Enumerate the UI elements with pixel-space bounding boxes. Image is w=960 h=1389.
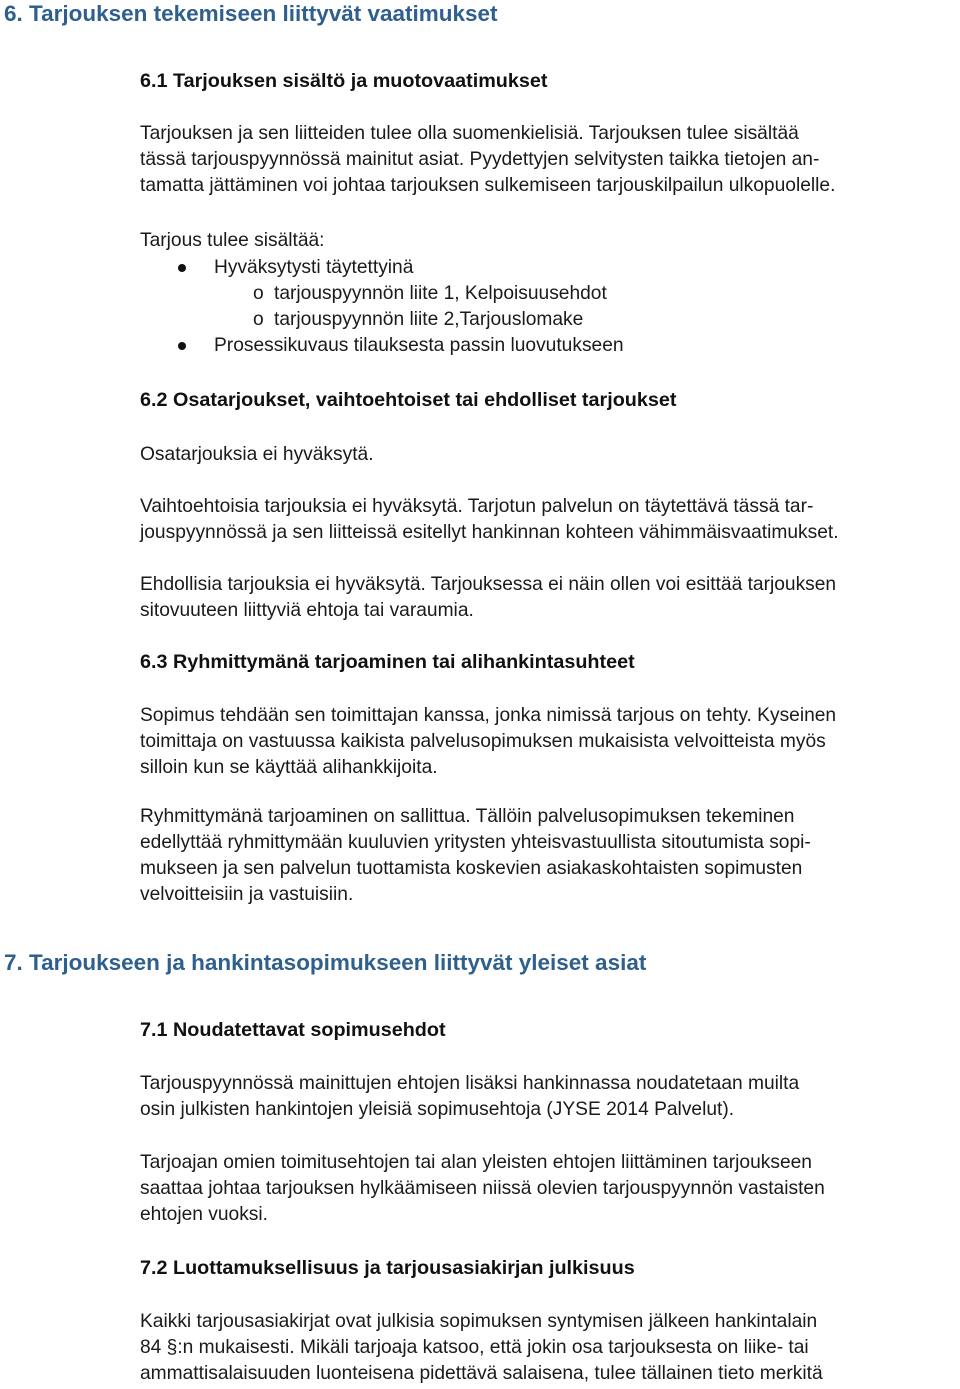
section-7-2-heading: 7.2 Luottamuksellisuus ja tarjousasiakirjan julkisuus: [140, 1257, 635, 1279]
sub-bullet-icon: o: [253, 309, 264, 330]
text-line: Vaihtoehtoisia tarjouksia ei hyväksytä. Tarjotun palvelun on täytettävä tässä tar-: [140, 496, 814, 517]
bullet-icon: [178, 342, 186, 350]
section-6-heading: 6. Tarjouksen tekemiseen liittyvät vaatimukset: [4, 1, 498, 26]
bullet-icon: [178, 264, 186, 272]
text-line: Tarjouksen ja sen liitteiden tulee olla suomenkielisiä. Tarjouksen tulee sisältää: [140, 123, 799, 144]
text-line: velvoitteisiin ja vastuisiin.: [140, 884, 354, 905]
list-item: Prosessikuvaus tilauksesta passin luovutukseen: [214, 335, 624, 356]
sub-list-item: tarjouspyynnön liite 2,Tarjouslomake: [274, 309, 584, 330]
text-line: sitovuuteen liittyviä ehtoja tai varaumia.: [140, 600, 474, 621]
text-line: ammattisalaisuuden luonteisena pidettävä salaisena, tulee tällainen tieto merkitä: [140, 1363, 823, 1384]
text-line: mukseen ja sen palvelun tuottamista koskevien asiakaskohtaisten sopimusten: [140, 858, 803, 879]
text-line: toimittaja on vastuussa kaikista palvelusopimuksen mukaisista velvoitteista myös: [140, 731, 826, 752]
text-line: 84 §:n mukaisesti. Mikäli tarjoaja katsoo, että jokin osa tarjouksesta on liike- tai: [140, 1337, 809, 1358]
text-line: osin julkisten hankintojen yleisiä sopimusehtoja (JYSE 2014 Palvelut).: [140, 1099, 735, 1120]
section-6-3-heading: 6.3 Ryhmittymänä tarjoaminen tai alihankintasuhteet: [140, 651, 635, 673]
list-item: Hyväksytysti täytettyinä: [214, 257, 414, 278]
section-6-2-paragraph-2: [140, 494, 839, 546]
text-line: Ehdollisia tarjouksia ei hyväksytä. Tarjouksessa ei näin ollen voi esittää tarjouksen: [140, 574, 837, 595]
text-line: Ryhmittymänä tarjoaminen on sallittua. Tällöin palvelusopimuksen tekeminen: [140, 806, 795, 827]
text-line: jouspyynnössä ja sen liitteissä esitellyt hankinnan kohteen vähimmäisvaatimukset.: [140, 522, 839, 543]
section-6-1-paragraph-1: [140, 121, 835, 199]
text-line: Tarjoajan omien toimitusehtojen tai alan yleisten ehtojen liittäminen tarjoukseen: [140, 1152, 812, 1173]
text-line: silloin kun se käyttää alihankkijoita.: [140, 757, 438, 778]
text-line: saattaa johtaa tarjouksen hylkäämiseen niissä olevien tarjouspyynnön vastaisten: [140, 1178, 825, 1199]
text-line: Sopimus tehdään sen toimittajan kanssa, jonka nimissä tarjous on tehty. Kyseinen: [140, 705, 837, 726]
section-6-2-paragraph-1: Osatarjouksia ei hyväksytä.: [140, 444, 374, 465]
section-6-1-heading: 6.1 Tarjouksen sisältö ja muotovaatimukset: [140, 70, 548, 92]
section-7-2-paragraph-1: [140, 1309, 823, 1387]
text-line: Tarjouspyynnössä mainittujen ehtojen lisäksi hankinnassa noudatetaan muilta: [140, 1073, 800, 1094]
section-6-2-heading: 6.2 Osatarjoukset, vaihtoehtoiset tai ehdolliset tarjoukset: [140, 389, 677, 411]
text-line: tamatta jättäminen voi johtaa tarjouksen sulkemiseen tarjouskilpailun ulkopuolelle.: [140, 175, 836, 196]
sub-bullet-icon: o: [253, 283, 264, 304]
text-line: edellyttää ryhmittymään kuuluvien yritysten yhteisvastuullista sitoutumista sopi-: [140, 832, 811, 853]
section-7-heading: 7. Tarjoukseen ja hankintasopimukseen liittyvät yleiset asiat: [4, 950, 647, 975]
section-7-1-heading: 7.1 Noudatettavat sopimusehdot: [140, 1019, 446, 1041]
text-line: ehtojen vuoksi.: [140, 1204, 268, 1225]
section-6-2-paragraph-3: [140, 572, 836, 624]
text-line: tässä tarjouspyynnössä mainitut asiat. Pyydettyjen selvitysten taikka tietojen an-: [140, 149, 820, 170]
sub-list-item: tarjouspyynnön liite 1, Kelpoisuusehdot: [274, 283, 607, 304]
text-line: Kaikki tarjousasiakirjat ovat julkisia sopimuksen syntymisen jälkeen hankintalain: [140, 1311, 818, 1332]
section-7-1-paragraph-2: [140, 1150, 825, 1228]
section-6-3-paragraph-2: [140, 804, 811, 908]
section-6-3-paragraph-1: [140, 703, 836, 781]
section-7-1-paragraph-1: [140, 1071, 799, 1123]
list-intro: Tarjous tulee sisältää:: [140, 230, 325, 251]
